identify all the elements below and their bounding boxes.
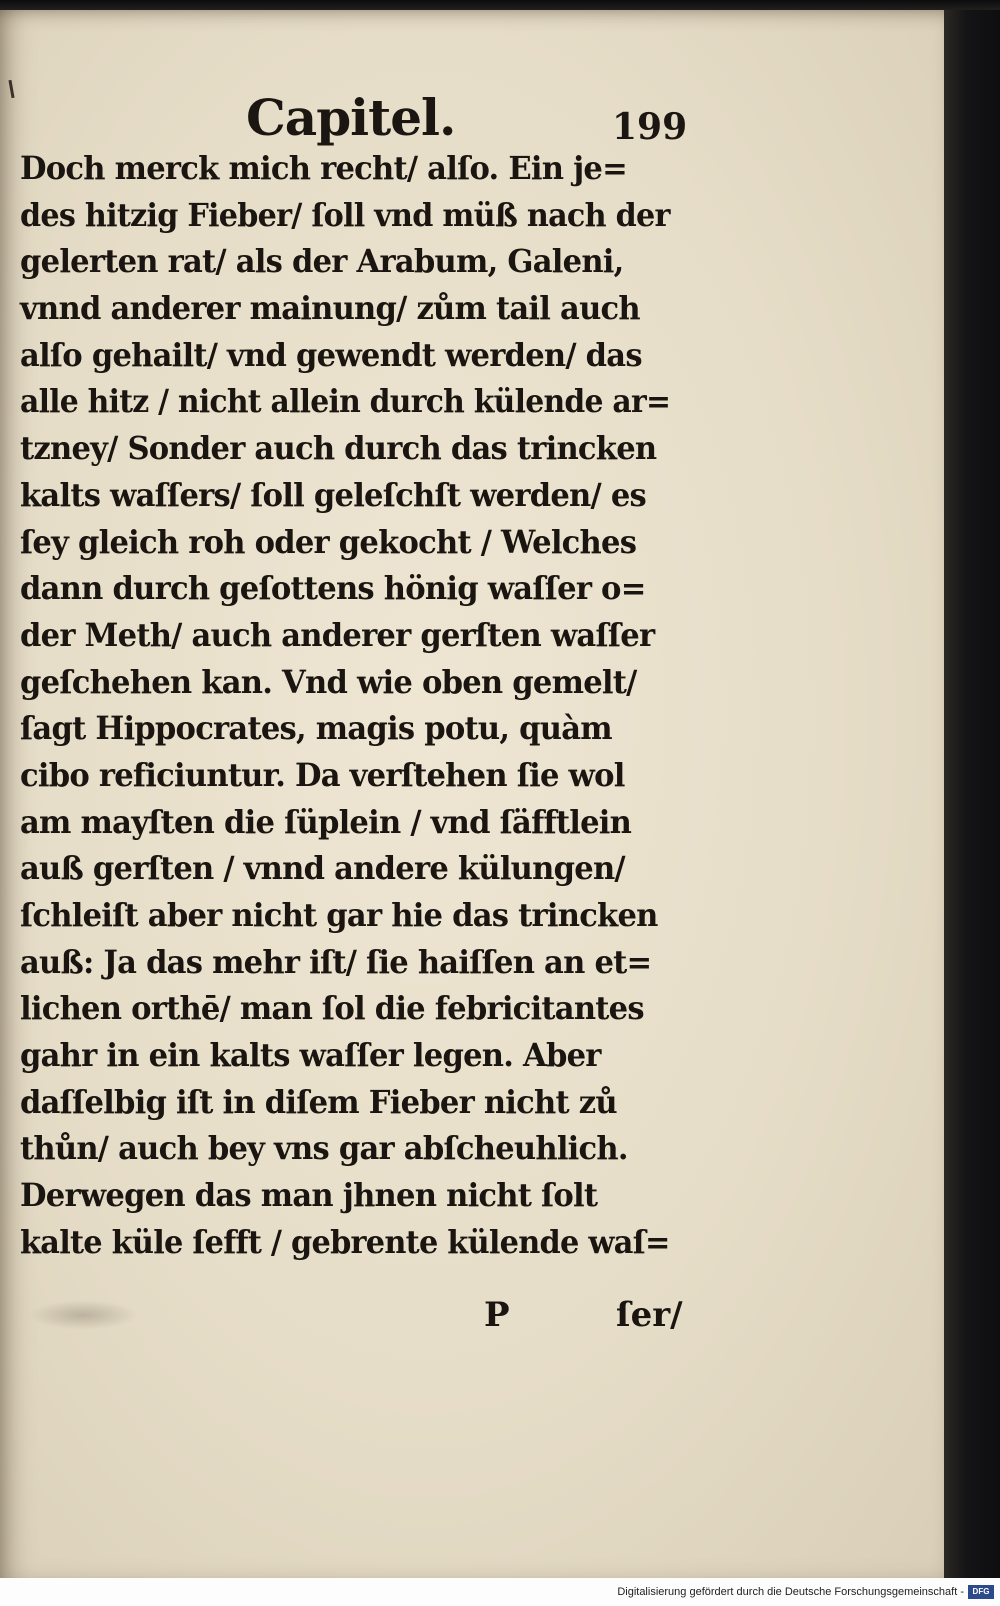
text-line: alle hitz / nicht allein durch külende ar= (20, 382, 671, 421)
digitization-credit: Digitalisierung gefördert durch die Deutsche Forschungsgemeinschaft - (617, 1586, 964, 1598)
body-text (20, 145, 700, 1266)
text-line: lichen orthē/ man ſol die febricitantes (20, 989, 644, 1028)
text-line: gahr in ein kalts waſſer legen. Aber (20, 1036, 601, 1075)
dfg-logo: DFG (968, 1585, 994, 1599)
catchword: ſer/ (616, 1295, 683, 1335)
text-line: alſo gehailt/ vnd gewendt werden/ das (20, 335, 642, 374)
text-line: daſſelbig iſt in diſem Fieber nicht zů (20, 1082, 617, 1121)
text-line: der Meth/ auch anderer gerſten waſſer (20, 615, 655, 654)
text-line: vnnd anderer mainung/ zům tail auch (20, 289, 640, 328)
text-line: des hitzig Fieber/ ſoll vnd müß nach der (20, 195, 670, 234)
text-line: ſagt Hippocrates, magis potu, quàm (20, 709, 612, 748)
text-line: ſey gleich roh oder gekocht / Welches (20, 522, 637, 561)
text-line: cibo reficiuntur. Da verſtehen ſie wol (20, 755, 625, 794)
margin-mark (8, 80, 14, 98)
signature-mark: P (484, 1295, 510, 1335)
text-line: Derwegen das man jhnen nicht ſolt (20, 1176, 598, 1215)
text-line: auß: Ja das mehr iſt/ ſie haiſſen an et= (20, 942, 652, 981)
text-line: am mayſten die ſüplein / vnd ſäfftlein (20, 802, 632, 841)
text-line: auß gerſten / vnnd andere külungen/ (20, 849, 625, 888)
text-line: kalte küle ſefft / gebrente külende waſ= (20, 1222, 670, 1261)
text-line: geſchehen kan. Vnd wie oben gemelt/ (20, 662, 637, 701)
page-number: 199 (612, 106, 688, 148)
ink-smudge (28, 1300, 138, 1330)
text-line: kalts waſſers/ ſoll geleſchſt werden/ es (20, 475, 646, 514)
page-edge-shadow (944, 10, 1000, 1578)
text-line: ſchleiſt aber nicht gar hie das trincken (20, 896, 658, 934)
text-line: Doch merck mich recht/ alſo. Ein je= (20, 149, 627, 187)
text-line: thůn/ auch bey vns gar abſcheuhlich. (20, 1129, 628, 1168)
running-head: Capitel. (246, 88, 456, 147)
text-line: gelerten rat/ als der Arabum, Galeni, (20, 242, 624, 281)
text-line: dann durch geſottens hönig waſſer o= (20, 569, 646, 608)
text-line: tzney/ Sonder auch durch das trincken (20, 429, 657, 468)
